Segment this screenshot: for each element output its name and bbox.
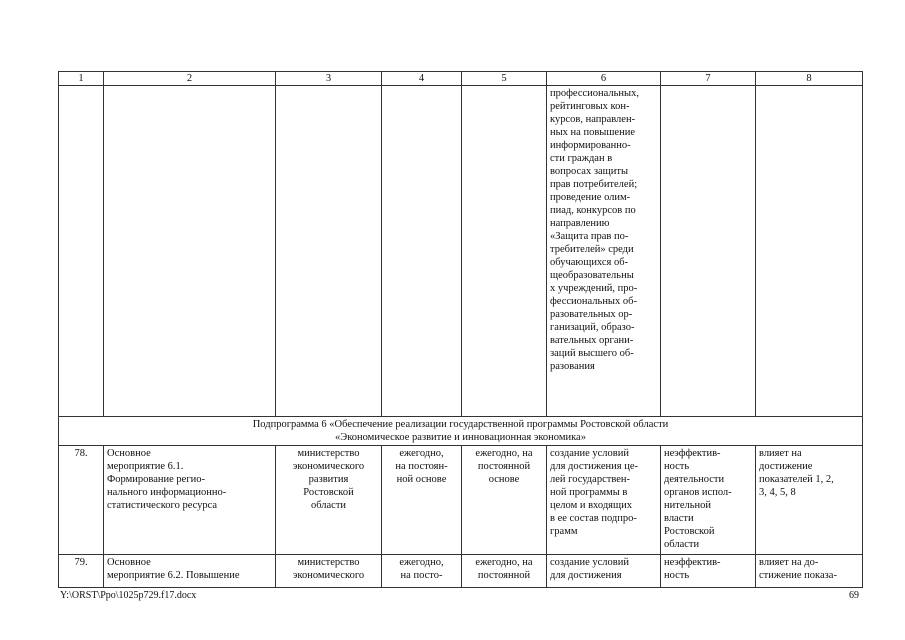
end-period: ежегодно, на постоянной (462, 555, 547, 588)
continuation-row (59, 86, 863, 417)
table-row (59, 446, 863, 555)
expected-result: создание условий для достижения (547, 555, 661, 588)
result-cell: профессиональных, рейтинговых кон- курсов, направлен- ных на повышение информированно- сти граждан в вопросах защиты прав потребителей; проведение олим- пиад, конкурсов по направлению «Защита прав по- требителей» среди обучающихся об- щеобразовательны х учреждений, про- фессиональных об- разовательных ор- ганизаций, образо- вательных органи- заций высшего об- разования (547, 86, 661, 417)
table-cell (661, 86, 756, 417)
page-number: 69 (849, 590, 859, 601)
column-number: 1 (59, 72, 104, 86)
consequences: неэффектив- ность (661, 555, 756, 588)
column-number: 8 (756, 72, 863, 86)
indicator-link: влияет на до- стижение показа- (756, 555, 863, 588)
column-number-row (59, 72, 863, 86)
table-cell (276, 86, 382, 417)
subprogram-title: Подпрограмма 6 «Обеспечение реализации государственной программы Ростовской области «Экономическое развитие и инновационная экономика» (59, 417, 863, 446)
table-cell (104, 86, 276, 417)
start-period: ежегодно, на постоян- ной основе (382, 446, 462, 555)
subprogram-row (59, 417, 863, 446)
start-period: ежегодно, на посто- (382, 555, 462, 588)
expected-result: создание условий для достижения це- лей государствен- ной программы в целом и входящих в ее состав подпро- грамм (547, 446, 661, 555)
column-number: 3 (276, 72, 382, 86)
table-cell (382, 86, 462, 417)
column-number: 4 (382, 72, 462, 86)
table-cell (462, 86, 547, 417)
footer-file-path: Y:\ORST\Ppo\1025p729.f17.docx (60, 590, 197, 601)
end-period: ежегодно, на постоянной основе (462, 446, 547, 555)
row-number: 79. (59, 555, 104, 588)
consequences: неэффектив- ность деятельности органов испол- нительной власти Ростовской области (661, 446, 756, 555)
table-cell (59, 86, 104, 417)
column-number: 2 (104, 72, 276, 86)
table-row (59, 555, 863, 588)
indicator-link: влияет на достижение показателей 1, 2, 3, 4, 5, 8 (756, 446, 863, 555)
table-cell (756, 86, 863, 417)
executor: министерство экономического (276, 555, 382, 588)
row-number: 78. (59, 446, 104, 555)
column-number: 5 (462, 72, 547, 86)
measure-name: Основное мероприятие 6.1. Формирование регио- нального информационно- статистического ресурса (104, 446, 276, 555)
column-number: 6 (547, 72, 661, 86)
measure-name: Основное мероприятие 6.2. Повышение (104, 555, 276, 588)
executor: министерство экономического развития Ростовской области (276, 446, 382, 555)
column-number: 7 (661, 72, 756, 86)
document-table (58, 71, 863, 588)
